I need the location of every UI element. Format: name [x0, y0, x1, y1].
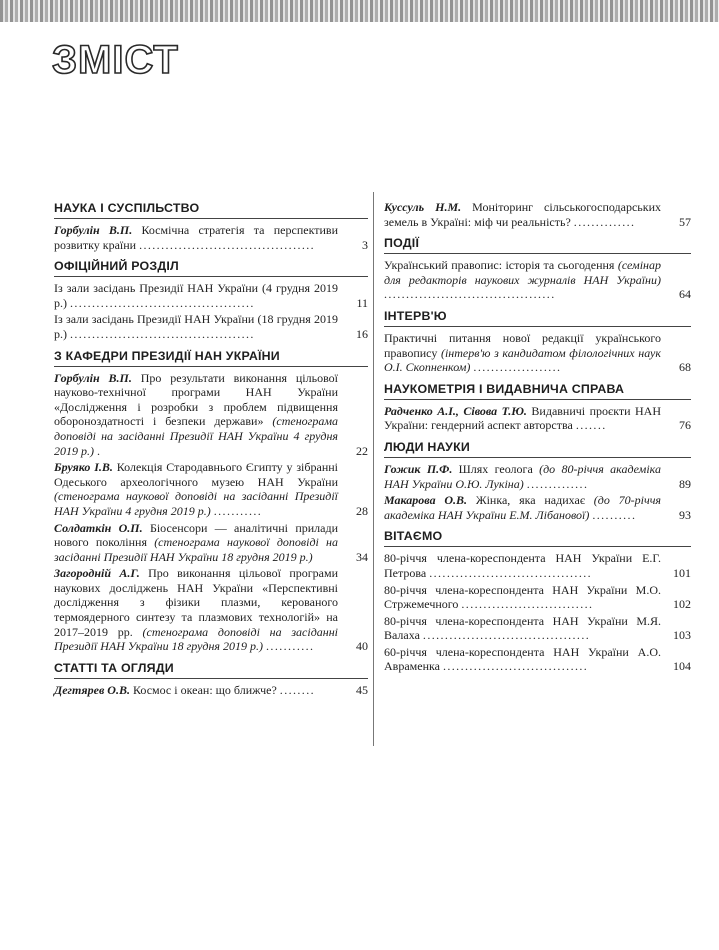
entry-note: (стенограма доповіді на засіданні Президії НАН України 18 грудня 2019 р.): [54, 624, 339, 654]
entry-text: [384, 614, 667, 643]
entry-page-number: 93: [679, 507, 691, 522]
toc-section: [384, 200, 691, 229]
toc-entry[interactable]: [384, 331, 691, 375]
entry-page-number: 103: [673, 628, 691, 643]
entry-page-number: 102: [673, 597, 691, 612]
entry-leader-dots: ........: [279, 682, 315, 697]
entry-text: [54, 566, 344, 654]
entry-page-number: 34: [356, 549, 368, 564]
entry-text: [54, 371, 344, 459]
entry-page-number: 11: [356, 295, 368, 310]
toc-section: [54, 348, 368, 654]
section-title: ПОДІЇ: [384, 235, 691, 254]
column-divider: [373, 192, 374, 746]
section-title: ЛЮДИ НАУКИ: [384, 439, 691, 458]
entry-page-number: 104: [673, 659, 691, 674]
entry-title: Шлях геолога: [458, 461, 533, 476]
entry-text: [384, 462, 667, 491]
entry-page-number: 89: [679, 476, 691, 491]
entry-note: (до 70-річчя академіка НАН України Е.М. Лібанової): [384, 493, 661, 522]
toc-section: [384, 308, 691, 375]
entry-title: Колекція Стародавнього Єгипту у зібранні Одеського археологічного музею НАН України: [54, 460, 338, 489]
toc-entry[interactable]: [54, 281, 368, 310]
toc-entry[interactable]: [384, 462, 691, 491]
toc-entry[interactable]: [384, 404, 691, 433]
entry-leader-dots: .......: [575, 418, 607, 433]
entry-text: [384, 493, 667, 522]
toc-section: [384, 439, 691, 522]
entry-leader-dots: ......................................: [422, 628, 591, 643]
entry-title: Про виконання цільової програми наукових досліджень НАН України «Перспективні дослідження з фізики плазми, керованого термоядерного синтезу та плазмових технологій» на 2017–2019 рр.: [54, 566, 339, 639]
toc-section: [384, 381, 691, 433]
entry-text: [54, 312, 344, 341]
entry-text: [384, 200, 667, 229]
entry-leader-dots: ..........................................: [70, 326, 255, 341]
entry-author: Гожик П.Ф.: [384, 461, 453, 476]
entry-leader-dots: ....................: [473, 360, 562, 375]
toc-entry[interactable]: [384, 258, 691, 302]
entry-page-number: 16: [356, 326, 368, 341]
section-title: ВІТАЄМО: [384, 528, 691, 547]
entry-page-number: 76: [679, 418, 691, 433]
entry-author: Солдаткін О.П.: [54, 520, 143, 535]
entry-leader-dots: .: [97, 443, 102, 458]
entry-page-number: 28: [356, 503, 368, 518]
entry-author: Дегтярев О.В.: [54, 682, 130, 697]
entry-note: (до 80-річчя академіка НАН України О.Ю. Лукіна): [384, 461, 661, 491]
entry-leader-dots: ..........: [592, 507, 637, 522]
entry-text: [384, 331, 667, 375]
toc-entry[interactable]: [54, 371, 368, 459]
entry-title: Із зали засідань Президії НАН України (18 грудня 2019 р.): [54, 312, 338, 341]
entry-leader-dots: .....................................: [429, 565, 593, 580]
entry-leader-dots: ..............: [526, 476, 589, 491]
entry-title: Космос і океан: що ближче?: [132, 682, 277, 697]
toc-entry[interactable]: [384, 493, 691, 522]
section-title: НАУКОМЕТРІЯ І ВИДАВНИЧА СПРАВА: [384, 381, 691, 400]
section-title: ОФІЦІЙНИЙ РОЗДІЛ: [54, 258, 368, 277]
entry-author: Загородній А.Г.: [54, 566, 140, 581]
entry-text: [54, 281, 344, 310]
entry-title: Український правопис: історія та сьогодення: [384, 258, 615, 273]
entry-leader-dots: ..........................................: [70, 295, 255, 310]
entry-title: Про результати виконання цільової науково-технічної програми НАН України «Дослідження і розробки з проблем підвищення обороноздатності і безпеки держави»: [54, 370, 339, 429]
section-title: З КАФЕДРИ ПРЕЗИДІЇ НАН УКРАЇНИ: [54, 348, 368, 367]
entry-author: Радченко А.І., Сівова Т.Ю.: [384, 403, 527, 418]
entry-title: Із зали засідань Президії НАН України (4 грудня 2019 р.): [54, 281, 338, 310]
entry-title: Космічна стратегія та перспективи розвитку країни: [54, 223, 338, 252]
entry-text: [54, 460, 344, 518]
entry-title: Біосенсори — аналітичні прилади нового покоління: [54, 520, 339, 550]
contents-left-column: [54, 200, 368, 699]
entry-leader-dots: ........................................: [139, 237, 316, 252]
entry-title: Моніторинг сільськогосподарських земель в Україні: міф чи реальність?: [384, 200, 661, 229]
entry-page-number: 57: [679, 214, 691, 229]
entry-title: Видавничі проєкти НАН України: гендерний аспект авторства: [384, 403, 662, 433]
entry-page-number: 40: [356, 639, 368, 654]
toc-section: [54, 200, 368, 252]
entry-text: [54, 683, 344, 698]
toc-section: [384, 235, 691, 302]
toc-entry[interactable]: [384, 645, 691, 674]
toc-section: [54, 660, 368, 698]
section-title: СТАТТІ ТА ОГЛЯДИ: [54, 660, 368, 679]
entry-text: [384, 583, 667, 612]
entry-leader-dots: ..............................: [461, 597, 594, 612]
entry-page-number: 68: [679, 360, 691, 375]
toc-section: [54, 258, 368, 341]
entry-leader-dots: ..............: [573, 214, 636, 229]
toc-entry[interactable]: [384, 200, 691, 229]
entry-title: 80-річчя члена-кореспондента НАН України М.Я. Валаха: [384, 613, 661, 643]
toc-entry[interactable]: [54, 312, 368, 341]
entry-note: (інтерв'ю з кандидатом філологічних наук О.І. Скопненком): [384, 345, 661, 375]
entry-author: Горбулін В.П.: [54, 223, 133, 237]
entry-text: [384, 645, 667, 674]
entry-author: Горбулін В.П.: [54, 370, 132, 385]
entry-title: Жінка, яка надихає: [475, 493, 585, 508]
entry-leader-dots: ...........: [213, 503, 263, 518]
toc-entry[interactable]: [54, 683, 368, 698]
section-title: ІНТЕРВ'Ю: [384, 308, 691, 327]
entry-leader-dots: .......................................: [384, 287, 556, 302]
entry-page-number: 101: [673, 565, 691, 580]
entry-note: (стенограма доповіді на засіданні Президії НАН України 4 грудня 2019 р.): [54, 414, 339, 458]
toc-section: [384, 528, 691, 674]
entry-page-number: 3: [362, 237, 368, 252]
entry-text: [384, 258, 667, 302]
entry-text: [384, 404, 667, 433]
entry-page-number: 45: [356, 682, 368, 697]
toc-entry[interactable]: [54, 223, 368, 252]
entry-text: [54, 521, 344, 565]
entry-title: 80-річчя члена-кореспондента НАН України Е.Г. Петрова: [384, 551, 661, 580]
entry-note: (семінар для редакторів наукових журналів НАН України): [384, 258, 661, 287]
entry-note: (стенограма наукової доповіді на засіданні Президії НАН України 18 грудня 2019 р.): [54, 535, 338, 564]
entry-title: Практичні питання нової редакції українського правопису: [384, 330, 661, 360]
entry-author: Бруяко І.В.: [54, 460, 113, 475]
toc-entry[interactable]: [384, 551, 691, 580]
entry-leader-dots: ...........: [266, 639, 315, 654]
entry-text: [384, 551, 667, 580]
entry-note: (стенограма наукової доповіді на засіданні Президії НАН України 4 грудня 2019 р.): [54, 489, 338, 518]
toc-entry[interactable]: [54, 566, 368, 654]
entry-page-number: 64: [679, 287, 691, 302]
top-decorative-band: [0, 0, 719, 22]
toc-entry[interactable]: [384, 614, 691, 643]
page-title: ЗМІСТ: [52, 38, 179, 82]
entry-title: 60-річчя члена-кореспондента НАН України А.О. Авраменка: [384, 644, 661, 674]
toc-entry[interactable]: [384, 583, 691, 612]
entry-leader-dots: .................................: [442, 659, 589, 674]
entry-page-number: 22: [356, 443, 368, 458]
toc-entry[interactable]: [54, 460, 368, 518]
entry-author: Куссуль Н.М.: [384, 200, 462, 214]
section-title: НАУКА І СУСПІЛЬСТВО: [54, 200, 368, 219]
entry-title: 80-річчя члена-кореспондента НАН України М.О. Стржемечного: [384, 582, 661, 612]
entry-text: [54, 223, 344, 252]
toc-entry[interactable]: [54, 521, 368, 565]
contents-right-column: [384, 200, 691, 676]
entry-author: Макарова О.В.: [384, 493, 468, 508]
